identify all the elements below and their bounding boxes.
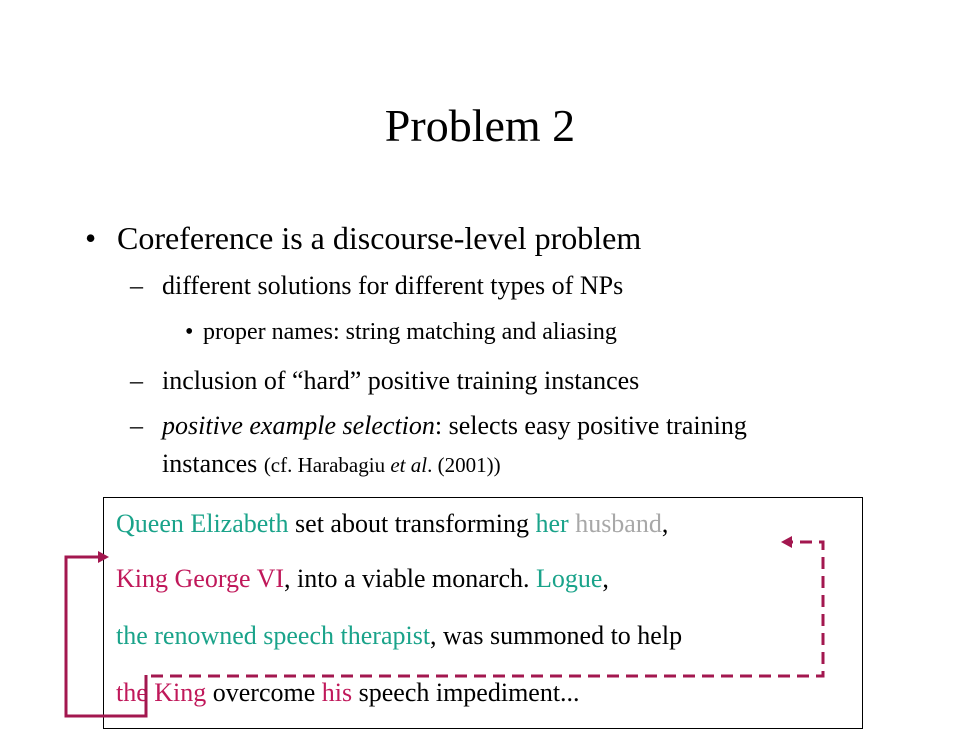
example-line-1: Queen Elizabeth set about transforming her husband, bbox=[116, 509, 669, 538]
italic-term: positive example selection bbox=[162, 411, 435, 440]
mention-husband: husband bbox=[575, 509, 662, 538]
mention-king-george: King George VI bbox=[116, 564, 285, 593]
mention-queen-elizabeth: Queen Elizabeth bbox=[116, 509, 289, 538]
dash-glyph: – bbox=[130, 411, 143, 440]
dash-glyph: – bbox=[130, 271, 143, 300]
mention-her: her bbox=[535, 509, 569, 538]
sub-bullet-text: : selects easy positive training bbox=[434, 411, 747, 440]
plain-text: set about transforming bbox=[288, 509, 536, 538]
slide-title: Problem 2 bbox=[384, 100, 576, 151]
plain-text: speech impediment... bbox=[352, 678, 580, 707]
arrowhead-icon bbox=[98, 551, 109, 563]
subsub-bullet-text: proper names: string matching and aliasing bbox=[203, 319, 617, 345]
mention-his: his bbox=[321, 678, 353, 707]
solid-link-arrow bbox=[66, 557, 146, 716]
dashed-link-arrow bbox=[151, 542, 823, 676]
bullet-text: Coreference is a discourse-level problem bbox=[117, 220, 642, 256]
dash-glyph: – bbox=[130, 366, 143, 395]
plain-text: , into a viable monarch. bbox=[284, 564, 536, 593]
wrap-text: instances bbox=[162, 449, 258, 478]
citation: (cf. Harabagiu et al. (2001)) bbox=[263, 453, 501, 477]
example-line-2: King George VI, into a viable monarch. Logue, bbox=[116, 564, 609, 593]
arrowhead-icon bbox=[781, 536, 792, 548]
bullet-glyph: • bbox=[85, 220, 97, 256]
plain-text: , was summoned to help bbox=[430, 621, 683, 650]
sub-bullet-text: different solutions for different types of NPs bbox=[162, 271, 624, 300]
plain-text: overcome bbox=[206, 678, 322, 707]
mention-the-king: the King bbox=[116, 678, 207, 707]
mention-logue: Logue bbox=[536, 564, 603, 593]
bullet-glyph: • bbox=[185, 319, 194, 345]
mention-speech-therapist: the renowned speech therapist bbox=[116, 621, 431, 650]
sub-bullet-text: inclusion of “hard” positive training instances bbox=[162, 366, 640, 395]
